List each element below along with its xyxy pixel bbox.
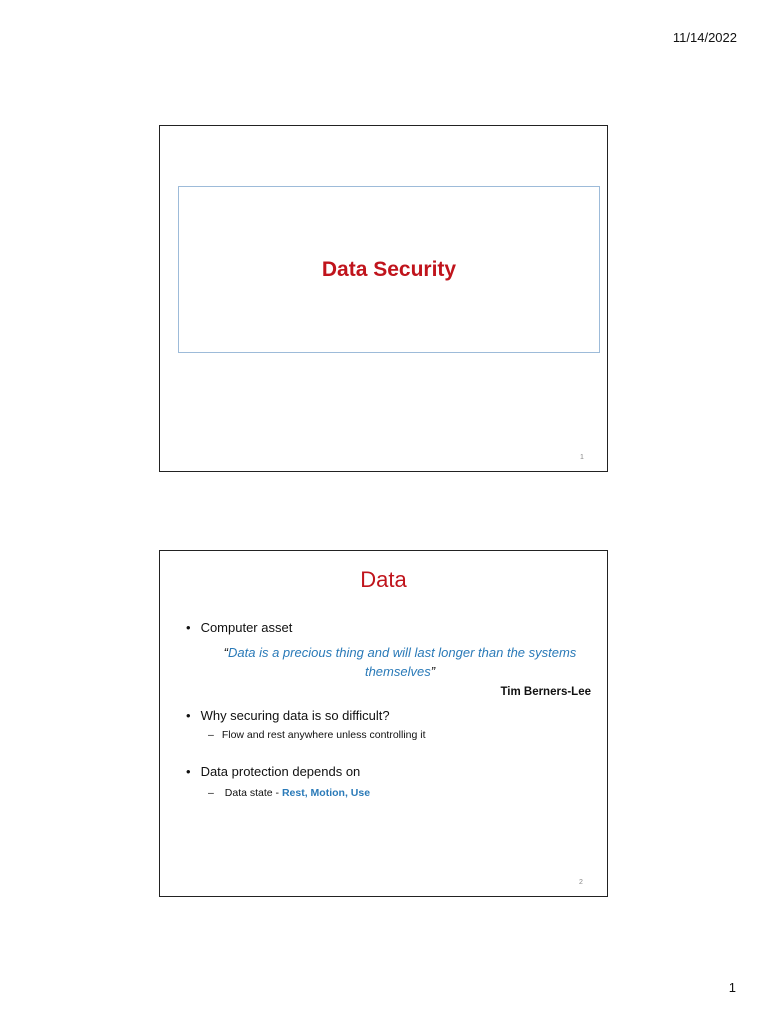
- quote-text: Data is a precious thing and will last longer than the systems themselves: [228, 645, 577, 679]
- quote-open-mark: “: [223, 645, 229, 660]
- print-date: 11/14/2022: [672, 30, 737, 45]
- slide-2: [159, 550, 608, 897]
- quote-attribution: Tim Berners-Lee: [500, 686, 591, 698]
- data-state-values: Rest, Motion, Use: [281, 787, 371, 799]
- slide-1-number: 1: [580, 454, 584, 461]
- slide-2-number: 2: [579, 879, 583, 886]
- bullet-data-protection: • Data protection depends on: [186, 764, 360, 779]
- sub-data-state: [208, 787, 370, 799]
- page-number: 1: [728, 980, 736, 995]
- bullet-computer-asset: • Computer asset: [186, 620, 292, 635]
- quote-close-mark: ”: [430, 664, 436, 679]
- slide-1-title: Data Security: [321, 257, 457, 281]
- bullet-why-difficult: • Why securing data is so difficult?: [186, 708, 390, 723]
- title-placeholder: [178, 186, 600, 353]
- data-state-prefix: Data state -: [224, 787, 282, 799]
- quote: [220, 643, 580, 681]
- slide-1: [159, 125, 608, 472]
- sub-flow-and-rest: – Flow and rest anywhere unless controlling it: [208, 729, 426, 741]
- slide-2-title: Data: [360, 567, 407, 592]
